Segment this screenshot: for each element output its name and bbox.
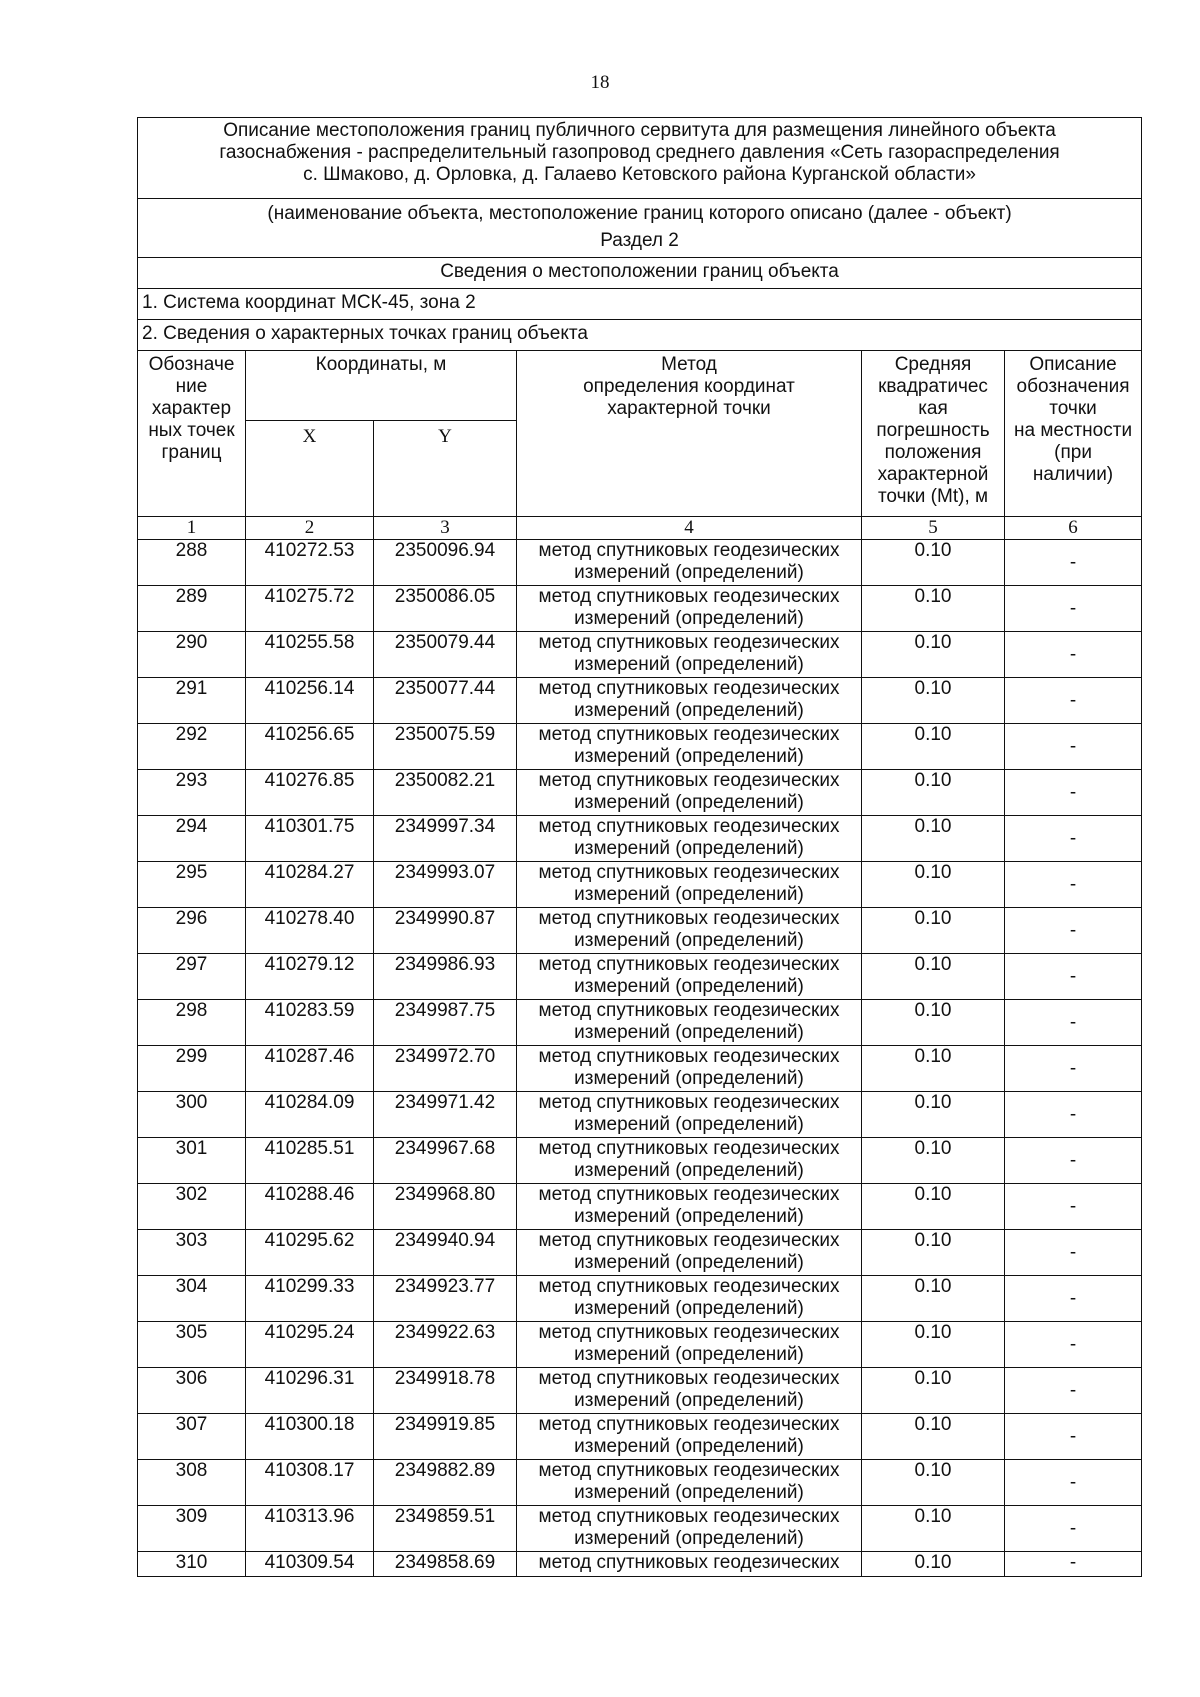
method-line: метод спутниковых геодезических (538, 816, 840, 837)
header-coordinates: Координаты, м (246, 351, 517, 421)
accuracy-mt: 0.10 (862, 1230, 1005, 1276)
point-description: - (1005, 1184, 1142, 1230)
header-point-label (138, 351, 246, 517)
column-number-row (138, 517, 1142, 540)
column-number: 3 (374, 517, 517, 540)
method-line: метод спутниковых геодезических (538, 1322, 840, 1343)
boundary-points-table (137, 117, 1142, 1577)
coord-x: 410256.65 (246, 724, 374, 770)
method-line: измерений (определений) (574, 1482, 804, 1503)
coord-x: 410295.62 (246, 1230, 374, 1276)
point-description: - (1005, 1552, 1142, 1577)
method-line: измерений (определений) (574, 1022, 804, 1043)
header-description (1005, 351, 1142, 517)
coord-x: 410283.59 (246, 1000, 374, 1046)
method-line: метод спутниковых геодезических (538, 1368, 840, 1389)
coord-x: 410295.24 (246, 1322, 374, 1368)
point-id: 295 (138, 862, 246, 908)
point-description: - (1005, 1276, 1142, 1322)
table-row (138, 1276, 1142, 1322)
point-id: 290 (138, 632, 246, 678)
method (517, 1000, 862, 1046)
accuracy-mt: 0.10 (862, 1276, 1005, 1322)
header-method (517, 351, 862, 517)
table-row (138, 816, 1142, 862)
point-id: 299 (138, 1046, 246, 1092)
accuracy-mt: 0.10 (862, 1000, 1005, 1046)
method-line: измерений (определений) (574, 1252, 804, 1273)
table-row (138, 1138, 1142, 1184)
point-id: 307 (138, 1414, 246, 1460)
point-id: 292 (138, 724, 246, 770)
method-line: измерений (определений) (574, 746, 804, 767)
table-row (138, 954, 1142, 1000)
point-description: - (1005, 1092, 1142, 1138)
header-line: ных точек (148, 420, 235, 441)
method-line: метод спутниковых геодезических (538, 1046, 840, 1067)
point-id: 296 (138, 908, 246, 954)
header-x: X (246, 421, 374, 517)
point-description: - (1005, 540, 1142, 586)
header-line: точки (1049, 398, 1097, 419)
accuracy-mt: 0.10 (862, 1506, 1005, 1552)
point-id: 309 (138, 1506, 246, 1552)
coord-x: 410276.85 (246, 770, 374, 816)
accuracy-mt: 0.10 (862, 1046, 1005, 1092)
header-line: на местности (1014, 420, 1133, 441)
coord-y: 2350079.44 (374, 632, 517, 678)
coord-x: 410287.46 (246, 1046, 374, 1092)
table-row (138, 1414, 1142, 1460)
accuracy-mt: 0.10 (862, 1552, 1005, 1577)
accuracy-mt: 0.10 (862, 1460, 1005, 1506)
method-line: метод спутниковых геодезических (538, 678, 840, 699)
point-id: 293 (138, 770, 246, 816)
header-line: ние (175, 376, 208, 397)
method-line: метод спутниковых геодезических (538, 1230, 840, 1251)
table-row (138, 1506, 1142, 1552)
point-description: - (1005, 632, 1142, 678)
method-line: измерений (определений) (574, 1390, 804, 1411)
table-row (138, 724, 1142, 770)
method-line: метод спутниковых геодезических (538, 540, 840, 561)
table-row (138, 1460, 1142, 1506)
point-description: - (1005, 1138, 1142, 1184)
method-line: метод спутниковых геодезических (538, 1506, 840, 1527)
column-number: 4 (517, 517, 862, 540)
point-id: 291 (138, 678, 246, 724)
table-row (138, 678, 1142, 724)
header-line: кая (918, 398, 948, 419)
coord-x: 410275.72 (246, 586, 374, 632)
title-line: Описание местоположения границ публичного сервитута для размещения линейного объекта (223, 120, 1056, 141)
header-line: обозначения (1016, 376, 1130, 397)
header-line: границ (161, 442, 222, 463)
table-row (138, 1092, 1142, 1138)
method (517, 724, 862, 770)
method (517, 1184, 862, 1230)
method (517, 1276, 862, 1322)
coordinate-system: 1. Система координат МСК-45, зона 2 (138, 289, 1142, 320)
coord-x: 410313.96 (246, 1506, 374, 1552)
page-number: 18 (590, 72, 610, 93)
coord-y: 2349990.87 (374, 908, 517, 954)
header-line: характер (151, 398, 232, 419)
section-label: Раздел 2 (600, 230, 679, 251)
coord-y: 2349972.70 (374, 1046, 517, 1092)
coord-x: 410308.17 (246, 1460, 374, 1506)
method-line: метод спутниковых геодезических (538, 1184, 840, 1205)
header-line: наличии) (1032, 464, 1114, 485)
coord-x: 410309.54 (246, 1552, 374, 1577)
method-line: измерений (определений) (574, 792, 804, 813)
point-id: 297 (138, 954, 246, 1000)
method-line: измерений (определений) (574, 700, 804, 721)
header-line: определения координат (583, 376, 795, 397)
coord-y: 2349940.94 (374, 1230, 517, 1276)
coord-y: 2349967.68 (374, 1138, 517, 1184)
coord-x: 410301.75 (246, 816, 374, 862)
coord-x: 410279.12 (246, 954, 374, 1000)
point-description: - (1005, 954, 1142, 1000)
point-description: - (1005, 1460, 1142, 1506)
point-description: - (1005, 678, 1142, 724)
method-line: метод спутниковых геодезических (538, 1460, 840, 1481)
method-line: метод спутниковых геодезических (538, 586, 840, 607)
header-line: Описание (1029, 354, 1117, 375)
method (517, 1322, 862, 1368)
point-id: 298 (138, 1000, 246, 1046)
method-line: измерений (определений) (574, 838, 804, 859)
coord-x: 410272.53 (246, 540, 374, 586)
accuracy-mt: 0.10 (862, 678, 1005, 724)
method-line: измерений (определений) (574, 654, 804, 675)
method-line: метод спутниковых геодезических (538, 1000, 840, 1021)
method-line: метод спутниковых геодезических (538, 908, 840, 929)
coord-x: 410255.58 (246, 632, 374, 678)
coord-x: 410284.27 (246, 862, 374, 908)
point-description: - (1005, 1506, 1142, 1552)
method (517, 954, 862, 1000)
method (517, 1092, 862, 1138)
points-heading: 2. Сведения о характерных точках границ объекта (138, 320, 1142, 351)
accuracy-mt: 0.10 (862, 1092, 1005, 1138)
method-line: измерений (определений) (574, 1068, 804, 1089)
coord-y: 2349859.51 (374, 1506, 517, 1552)
header-line: положения (884, 442, 982, 463)
accuracy-mt: 0.10 (862, 770, 1005, 816)
point-description: - (1005, 586, 1142, 632)
header-accuracy (862, 351, 1005, 517)
coord-x: 410296.31 (246, 1368, 374, 1414)
method (517, 1414, 862, 1460)
table-row (138, 540, 1142, 586)
method-line: измерений (определений) (574, 930, 804, 951)
point-id: 302 (138, 1184, 246, 1230)
accuracy-mt: 0.10 (862, 586, 1005, 632)
method (517, 1138, 862, 1184)
method (517, 1368, 862, 1414)
header-y: Y (374, 421, 517, 517)
point-description: - (1005, 770, 1142, 816)
point-description: - (1005, 1414, 1142, 1460)
coord-y: 2349968.80 (374, 1184, 517, 1230)
method (517, 586, 862, 632)
accuracy-mt: 0.10 (862, 1138, 1005, 1184)
method-line: метод спутниковых геодезических (538, 954, 840, 975)
coord-y: 2349993.07 (374, 862, 517, 908)
accuracy-mt: 0.10 (862, 816, 1005, 862)
point-description: - (1005, 1046, 1142, 1092)
header-line: Обозначе (148, 354, 235, 375)
table-row (138, 1322, 1142, 1368)
table-row (138, 1000, 1142, 1046)
table-row (138, 1552, 1142, 1577)
point-description: - (1005, 908, 1142, 954)
header-line: Средняя (894, 354, 972, 375)
method (517, 770, 862, 816)
point-id: 306 (138, 1368, 246, 1414)
table-row (138, 1046, 1142, 1092)
table-row (138, 632, 1142, 678)
method (517, 540, 862, 586)
method-line: измерений (определений) (574, 562, 804, 583)
column-number: 1 (138, 517, 246, 540)
object-note-cell (138, 199, 1142, 258)
header-line: погрешность (876, 420, 990, 441)
method (517, 1460, 862, 1506)
method-line: измерений (определений) (574, 608, 804, 629)
header-line: (при (1054, 442, 1092, 463)
table-row (138, 1230, 1142, 1276)
column-number: 6 (1005, 517, 1142, 540)
point-id: 289 (138, 586, 246, 632)
coord-y: 2349997.34 (374, 816, 517, 862)
method (517, 816, 862, 862)
point-id: 294 (138, 816, 246, 862)
point-description: - (1005, 1000, 1142, 1046)
coord-y: 2350075.59 (374, 724, 517, 770)
method-line: метод спутниковых геодезических (538, 1092, 840, 1113)
point-description: - (1005, 1368, 1142, 1414)
method (517, 678, 862, 724)
point-description: - (1005, 816, 1142, 862)
coord-y: 2350082.21 (374, 770, 517, 816)
method-line: метод спутниковых геодезических (538, 1552, 840, 1573)
point-description: - (1005, 1230, 1142, 1276)
section-heading: Сведения о местоположении границ объекта (138, 258, 1142, 289)
method-line: метод спутниковых геодезических (538, 1414, 840, 1435)
coord-y: 2349919.85 (374, 1414, 517, 1460)
coord-y: 2350096.94 (374, 540, 517, 586)
method-line: метод спутниковых геодезических (538, 1138, 840, 1159)
header-line: точки (Mt), м (877, 486, 989, 507)
method-line: метод спутниковых геодезических (538, 724, 840, 745)
point-id: 300 (138, 1092, 246, 1138)
table-row (138, 586, 1142, 632)
method-line: измерений (определений) (574, 1436, 804, 1457)
method (517, 908, 862, 954)
point-id: 310 (138, 1552, 246, 1577)
method-line: измерений (определений) (574, 1344, 804, 1365)
table-row (138, 908, 1142, 954)
coord-y: 2349918.78 (374, 1368, 517, 1414)
column-number: 2 (246, 517, 374, 540)
point-id: 303 (138, 1230, 246, 1276)
method (517, 1046, 862, 1092)
point-id: 304 (138, 1276, 246, 1322)
method-line: метод спутниковых геодезических (538, 862, 840, 883)
coord-y: 2349923.77 (374, 1276, 517, 1322)
method-line: измерений (определений) (574, 1160, 804, 1181)
coord-x: 410299.33 (246, 1276, 374, 1322)
point-id: 305 (138, 1322, 246, 1368)
coord-y: 2349882.89 (374, 1460, 517, 1506)
method-line: измерений (определений) (574, 884, 804, 905)
point-description: - (1005, 862, 1142, 908)
header-line: характерной (877, 464, 989, 485)
accuracy-mt: 0.10 (862, 954, 1005, 1000)
point-id: 288 (138, 540, 246, 586)
coord-x: 410256.14 (246, 678, 374, 724)
method-line: метод спутниковых геодезических (538, 1276, 840, 1297)
method-line: измерений (определений) (574, 1298, 804, 1319)
accuracy-mt: 0.10 (862, 1368, 1005, 1414)
method (517, 1506, 862, 1552)
method-line: измерений (определений) (574, 1114, 804, 1135)
accuracy-mt: 0.10 (862, 632, 1005, 678)
method-line: метод спутниковых геодезических (538, 632, 840, 653)
coord-y: 2349971.42 (374, 1092, 517, 1138)
column-number: 5 (862, 517, 1005, 540)
title-line: с. Шмаково, д. Орловка, д. Галаево Кетовского района Курганской области» (303, 164, 976, 185)
accuracy-mt: 0.10 (862, 1184, 1005, 1230)
method-line: измерений (определений) (574, 1528, 804, 1549)
method (517, 862, 862, 908)
method-line: измерений (определений) (574, 1206, 804, 1227)
method (517, 632, 862, 678)
coord-y: 2349922.63 (374, 1322, 517, 1368)
coord-y: 2349858.69 (374, 1552, 517, 1577)
coord-x: 410288.46 (246, 1184, 374, 1230)
table-row (138, 1184, 1142, 1230)
point-id: 301 (138, 1138, 246, 1184)
table-row (138, 1368, 1142, 1414)
accuracy-mt: 0.10 (862, 1414, 1005, 1460)
method-line: измерений (определений) (574, 976, 804, 997)
coord-y: 2350077.44 (374, 678, 517, 724)
coord-x: 410285.51 (246, 1138, 374, 1184)
method-line: метод спутниковых геодезических (538, 770, 840, 791)
accuracy-mt: 0.10 (862, 724, 1005, 770)
method (517, 1552, 862, 1577)
header-line: квадратичес (878, 376, 988, 397)
point-description: - (1005, 1322, 1142, 1368)
document-title (138, 118, 1142, 199)
coord-y: 2349986.93 (374, 954, 517, 1000)
accuracy-mt: 0.10 (862, 1322, 1005, 1368)
table-row (138, 862, 1142, 908)
coord-x: 410284.09 (246, 1092, 374, 1138)
point-description: - (1005, 724, 1142, 770)
method (517, 1230, 862, 1276)
object-note: (наименование объекта, местоположение границ которого описано (далее - объект) (267, 203, 1012, 224)
accuracy-mt: 0.10 (862, 540, 1005, 586)
accuracy-mt: 0.10 (862, 862, 1005, 908)
header-line: характерной точки (607, 398, 771, 419)
table-row (138, 770, 1142, 816)
header-line: Метод (661, 354, 717, 375)
coord-y: 2349987.75 (374, 1000, 517, 1046)
coord-x: 410300.18 (246, 1414, 374, 1460)
coord-y: 2350086.05 (374, 586, 517, 632)
title-line: газоснабжения - распределительный газопровод среднего давления «Сеть газораспределения (219, 142, 1060, 163)
coord-x: 410278.40 (246, 908, 374, 954)
point-id: 308 (138, 1460, 246, 1506)
accuracy-mt: 0.10 (862, 908, 1005, 954)
